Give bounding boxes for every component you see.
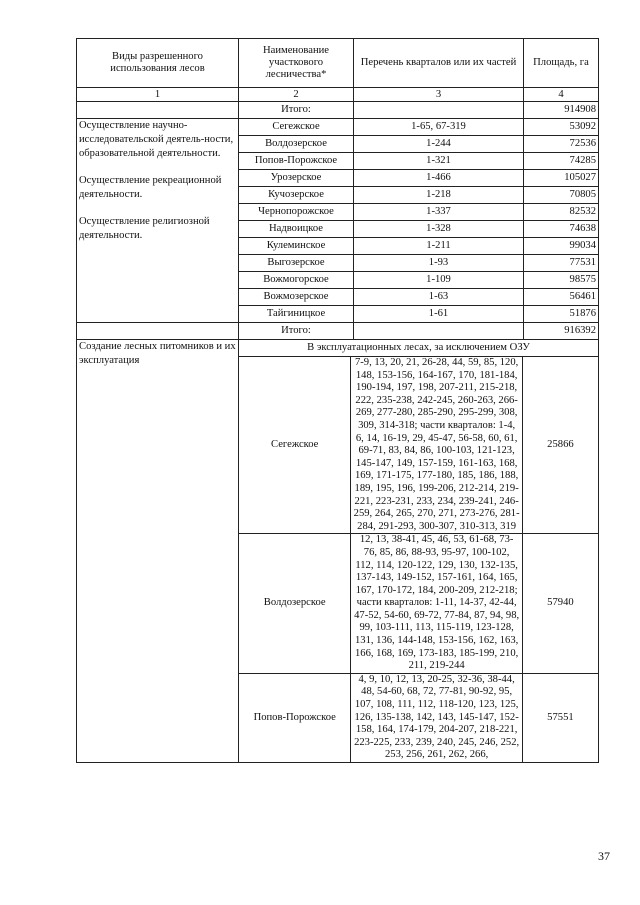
area: 77531	[524, 255, 599, 272]
forestry-name: Кулеминское	[239, 238, 354, 255]
forestry-name: Вожмозерское	[239, 289, 354, 306]
area: 70805	[524, 187, 599, 204]
forestry-name: Сегежское	[239, 357, 351, 534]
header-quarters: Перечень кварталов или их частей	[354, 39, 524, 88]
forestry-name: Попов-Порожское	[239, 153, 354, 170]
nursery-table	[239, 357, 598, 762]
area: 105027	[524, 170, 599, 187]
col-number: 3	[354, 88, 524, 102]
forestry-name: Тайгиницкое	[239, 306, 354, 323]
forestry-name: Чернопорожское	[239, 204, 354, 221]
area: 98575	[524, 272, 599, 289]
nursery-details	[239, 357, 599, 763]
quarters-list: 12, 13, 38-41, 45, 46, 53, 61-68, 73-76, 85, 86, 88-93, 95-97, 100-102, 112, 114, 120-122, 129, 130, 132-135, 137-143, 149-152, 157-161, 164, 165, 167, 170-172, 184, 200-209, 212-218; части кварталов: 1-11, 14-37, 42-44, 47-52, 54-60, 69-72, 77-84, 87, 94, 98, 99, 103-111, 113, 115-119, 123-128, 131, 136, 144-148, 153-156, 162, 163, 166, 168, 169, 173-183, 185-199, 210, 211, 219-244	[351, 534, 522, 674]
header-forestry-name: Наименование участкового лесничества*	[239, 39, 354, 88]
forestry-name: Сегежское	[239, 119, 354, 136]
forest-use-table	[76, 38, 599, 763]
page-number: 37	[598, 849, 610, 863]
table-row	[239, 357, 598, 534]
area: 74285	[524, 153, 599, 170]
col-number: 4	[524, 88, 599, 102]
total-area: 914908	[524, 102, 599, 119]
use-type-religion: Осуществление религиозной деятельности.	[79, 216, 210, 241]
area: 99034	[524, 238, 599, 255]
quarters-list: 7-9, 13, 20, 21, 26-28, 44, 59, 85, 120, 148, 153-156, 164-167, 170, 181-184, 190-194, 197, 198, 207-211, 215-218, 222, 235-238, 242-245, 260-263, 266-269, 277-280, 285-290, 295-299, 308, 309, 314-318; части кварталов: 1-4, 6, 14, 16-19, 29, 45-47, 56-58, 60, 61, 69-71, 83, 84, 86, 100-103, 121-123, 145-147, 149, 157-159, 161-163, 168, 169, 171-175, 177-180, 185, 186, 188, 189, 195, 196, 199-206, 212-214, 219-221, 223-231, 233, 234, 239-241, 246-259, 264, 265, 270, 271, 273-276, 281-284, 291-293, 300-307, 310-313, 319	[351, 357, 522, 534]
quarters: 1-244	[354, 136, 524, 153]
area: 72536	[524, 136, 599, 153]
area: 82532	[524, 204, 599, 221]
forestry-name: Попов-Порожское	[239, 673, 351, 762]
empty-cell	[354, 323, 524, 340]
col-number: 2	[239, 88, 354, 102]
quarters: 1-337	[354, 204, 524, 221]
use-type-nursery: Создание лесных питомников и их эксплуатация	[77, 340, 239, 763]
area: 25866	[522, 357, 598, 534]
header-area: Площадь, га	[524, 39, 599, 88]
quarters-list: 4, 9, 10, 12, 13, 20-25, 32-36, 38-44, 48, 54-60, 68, 72, 77-81, 90-92, 95, 107, 108, 111, 112, 118-120, 123, 125, 126, 135-138, 142, 143, 145-147, 152-158, 164, 174-179, 204-207, 218-221, 223-225, 233, 239, 240, 245, 246, 252, 253, 256, 261, 262, 266,	[351, 673, 522, 762]
total-area: 916392	[524, 323, 599, 340]
forestry-name: Волдозерское	[239, 534, 351, 674]
header-use-type: Виды разрешенного использования лесов	[77, 39, 239, 88]
quarters: 1-211	[354, 238, 524, 255]
area: 57940	[522, 534, 598, 674]
quarters: 1-93	[354, 255, 524, 272]
forestry-name: Кучозерское	[239, 187, 354, 204]
forestry-name: Вожмогорское	[239, 272, 354, 289]
forestry-name: Волдозерское	[239, 136, 354, 153]
quarters: 1-65, 67-319	[354, 119, 524, 136]
quarters: 1-321	[354, 153, 524, 170]
nursery-note: В эксплуатационных лесах, за исключением ОЗУ	[239, 340, 599, 357]
use-type-recreation: Осуществление рекреационной деятельности.	[79, 175, 222, 200]
empty-cell	[77, 323, 239, 340]
area: 57551	[522, 673, 598, 762]
table-row	[239, 534, 598, 674]
empty-cell	[77, 102, 239, 119]
use-type-science: Осуществление научно-исследовательской деятель-ности, образовательной деятельности.	[79, 120, 234, 159]
quarters: 1-61	[354, 306, 524, 323]
forestry-name: Надвоицкое	[239, 221, 354, 238]
area: 74638	[524, 221, 599, 238]
empty-cell	[354, 102, 524, 119]
area: 51876	[524, 306, 599, 323]
col-number: 1	[77, 88, 239, 102]
table-row	[239, 673, 598, 762]
total-label: Итого:	[239, 102, 354, 119]
forestry-name: Выгозерское	[239, 255, 354, 272]
quarters: 1-218	[354, 187, 524, 204]
forestry-name: Урозерское	[239, 170, 354, 187]
quarters: 1-109	[354, 272, 524, 289]
area: 56461	[524, 289, 599, 306]
quarters: 1-466	[354, 170, 524, 187]
use-types-cell	[77, 119, 239, 323]
quarters: 1-328	[354, 221, 524, 238]
quarters: 1-63	[354, 289, 524, 306]
area: 53092	[524, 119, 599, 136]
total-label: Итого:	[239, 323, 354, 340]
